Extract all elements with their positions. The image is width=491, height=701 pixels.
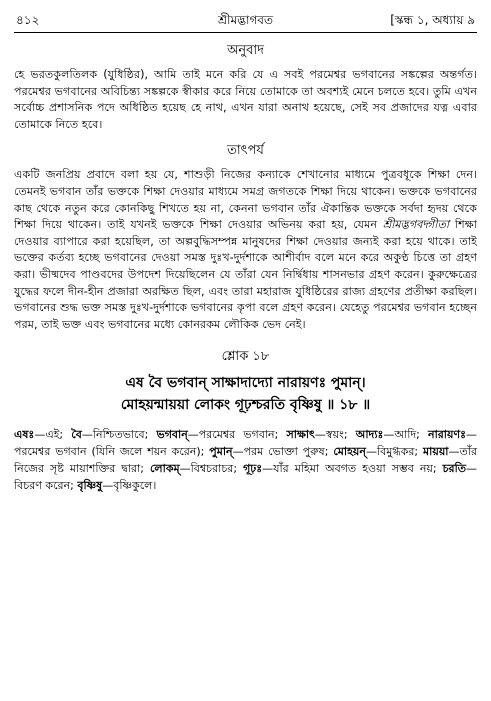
synonym-meaning: —এই; <box>34 428 72 442</box>
verse-line-2: মোহয়ন্মায়য়া লোকং গূঢ়শ্চরতি বৃষ্ণিষু ॥ ১৮ ॥ <box>120 397 371 414</box>
synonym-meaning: —বিমুগ্ধকর; <box>365 445 424 459</box>
verse-heading: শ্লোক ১৮ <box>221 349 270 365</box>
synonym-word: ভগবান্ <box>156 428 188 442</box>
header-divider <box>14 32 477 33</box>
purport-text-part2: শিক্ষা দেওয়ার ব্যাপারে করা হয়েছিল, তা অল্পবুদ্ধিসম্পন্ন মানুষদের শিক্ষা দেওয়ার জন্যই করা হয়ে থাকে। তাই ভক্তের কর্তব্য হচ্ছে ভগবানের দেওয়া সমস্ত দুঃখ-দুর্দশাকে আশীর্বাদ বলে মনে করে অকুণ্ঠ চিত্তে তা গ্রহণ করা। ভীষ্মদেব পাণ্ডবদের উপদেশ দিয়েছিলেন যে তাঁরা যেন নির্দ্বিধায় শাসনভার গ্রহণ করেন। কুরুক্ষেত্রের যুদ্ধের ফলে দীন-হীন প্রজারা অরক্ষিত ছিল, এবং তারা মহারাজ যুধিষ্ঠিরের রাজ্য গ্রহণের প্রতীক্ষা করছিল। ভগবানের শুদ্ধ ভক্ত সমস্ত দুঃখ-দুর্দশাকে ভগবানের কৃপা বলে গ্রহণ করেন। যেহেতু পরমেশ্বর ভগবান হচ্ছেন পরম, তাই ভক্ত এবং ভগবানের মধ্যে কোনরকম লৌকিক ভেদ নেই। <box>14 218 477 331</box>
synonym-word: মোহয়ন্ <box>333 445 366 459</box>
synonym-meaning: —নিশ্চিতভাবে; <box>81 428 157 442</box>
synonym-meaning: —বৃষ্ণিকুলে। <box>102 479 157 493</box>
translation-text: হে ভরতকুলতিলক (যুধিষ্ঠির), আমি তাই মনে করি যে এ সবই পরমেশ্বর ভগবানের সঙ্কল্পের অন্তর্গত। পরমেশ্বর ভগবানের অবিচিন্ত্য সঙ্কল্পকে স্বীকার করে নিয়ে তোমাকে তা অবশ্যই মেনে চলতে হবে। তুমি এখন সর্বোচ্চ প্রশাসনিক পদে অধিষ্ঠিত হয়েছ হে নাথ, এখন যারা অনাথ হয়েছে, সেই সব প্রজাদের যত্ন এবার তোমাকে নিতে হবে। <box>14 68 477 131</box>
synonym-meaning: —পরম ভোক্তা পুরুষ; <box>232 445 334 459</box>
synonym-word: বৃষ্ণিষু <box>77 479 103 493</box>
synonym-meaning: —পরমেশ্বর ভগবান; <box>187 428 287 442</box>
synonym-word: গূঢ়ঃ <box>243 462 263 476</box>
synonym-word: সাক্ষাৎ <box>286 428 315 442</box>
purport-text <box>14 167 477 333</box>
synonym-word: লোকম্ <box>149 462 180 476</box>
synonym-word: চরতি <box>442 462 467 476</box>
synonym-word: বৈ <box>71 428 82 442</box>
synonym-word: মায়য়া <box>423 445 449 459</box>
purport-heading: তাৎপর্য <box>227 143 264 159</box>
page-header <box>14 8 477 30</box>
synonym-meaning: —আদি; <box>383 428 428 442</box>
translation-heading: অনুবাদ <box>227 43 264 58</box>
chapter-reference: [স্কন্ধ ১, অধ্যায় ৯ <box>390 13 475 27</box>
synonym-meaning: —যাঁর মহিমা অবগত হওয়া সম্ভব নয়; <box>262 462 443 476</box>
page-number: ৪১২ <box>16 13 40 27</box>
synonyms <box>14 426 477 494</box>
verse-line-1: এষ বৈ ভগবান্ সাক্ষাদাদ্যো নারায়ণঃ পুমান্। <box>125 375 366 392</box>
synonym-meaning: —বিচরণ করেন; <box>14 462 478 493</box>
synonym-meaning: —পরমেশ্বর ভগবান (যিনি জলে শয়ন করেন); <box>14 428 477 459</box>
synonym-meaning: —স্বয়ং; <box>314 428 356 442</box>
synonym-meaning: —তাঁর নিজের সৃষ্ট মায়াশক্তির দ্বারা; <box>14 445 477 476</box>
synonym-word: এষঃ <box>14 428 35 442</box>
synonym-word: নারায়ণঃ <box>428 428 466 442</box>
purport-text-part1: একটি জনপ্রিয় প্রবাদে বলা হয় যে, শাশুড়ী নিজের কন্যাকে শেখানোর মাধ্যমে পুত্রবধূকে শিক্ষা দেন। তেমনই ভগবান তাঁর ভক্তকে শিক্ষা দেওয়ার মাধ্যমে সমগ্র জগতকে শিক্ষা দিয়ে থাকেন। ভক্তকে ভগবানের কাছ থেকে নতুন করে কোনকিছু শিখতে হয় না, কেননা ভগবান তাঁর ঐকান্তিক ভক্তকে সর্বদা হৃদয় থেকে শিক্ষা দিয়ে থাকেন। তাই যখনই ভক্তকে শিক্ষা দেওয়ার অভিনয় করা হয়, যেমন <box>14 168 477 232</box>
synonym-word: পুমান্ <box>209 445 233 459</box>
synonym-word: আদ্যঃ <box>355 428 384 442</box>
synonym-meaning: —বিশ্বচরাচর; <box>179 462 244 476</box>
gita-title: শ্রীমদ্ভগবদ্গীতা <box>382 218 450 232</box>
book-title: শ্রীমদ্ভাগবত <box>217 13 273 27</box>
